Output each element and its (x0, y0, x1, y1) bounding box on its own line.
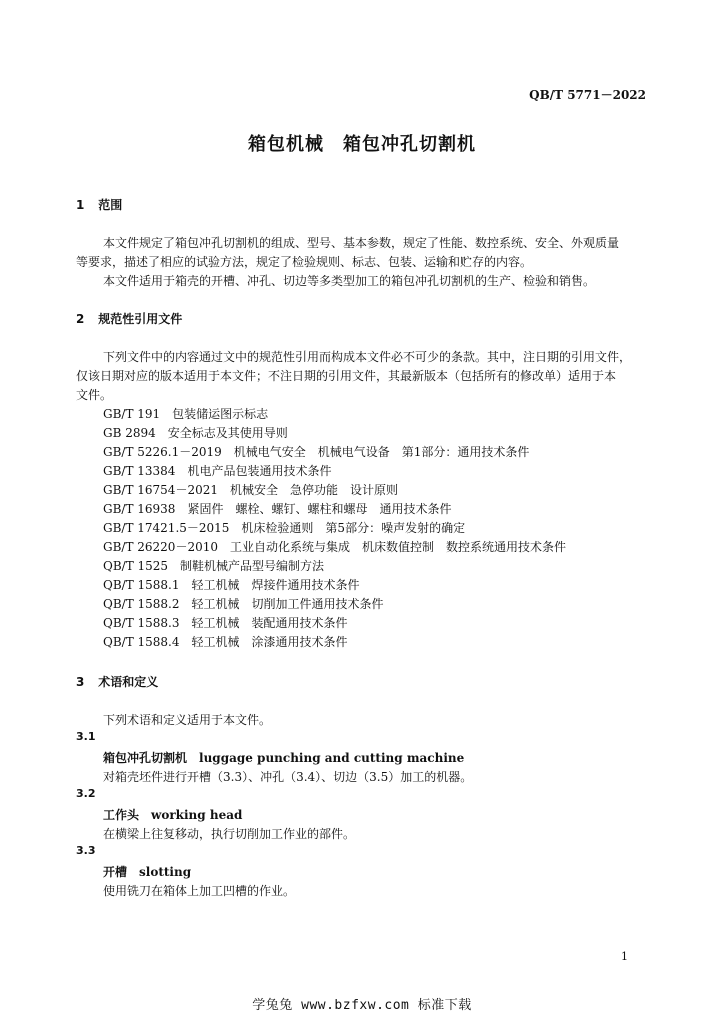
reference-item: GB/T 16938 紧固件 螺栓、螺钉、螺柱和螺母 通用技术条件 (103, 502, 452, 516)
term-number: 3.2 (76, 787, 96, 800)
document-title: 箱包机械 箱包冲孔切割机 (248, 134, 476, 155)
section-title: 范围 (98, 198, 123, 212)
section-number: 2 (76, 312, 85, 326)
term-name-en: slotting (139, 865, 192, 879)
term-name-zh: 工作头 (103, 808, 140, 822)
section-1-heading (76, 196, 122, 213)
section-number: 1 (76, 198, 85, 212)
reference-item: GB/T 17421.5－2015 机床检验通则 第5部分：噪声发射的确定 (103, 521, 466, 535)
term-number: 3.1 (76, 730, 96, 743)
section-number: 3 (76, 675, 85, 689)
reference-item: GB/T 191 包装储运图示标志 (103, 407, 269, 421)
reference-item: GB/T 26220－2010 工业自动化系统与集成 机床数值控制 数控系统通用技术条件 (103, 540, 566, 554)
reference-item: QB/T 1588.3 轻工机械 装配通用技术条件 (103, 616, 348, 630)
section-title: 术语和定义 (98, 675, 159, 689)
reference-item: QB/T 1588.2 轻工机械 切削加工件通用技术条件 (103, 597, 384, 611)
terms-intro: 下列术语和定义适用于本文件。 (103, 713, 272, 727)
normative-intro-line-1: 下列文件中的内容通过文中的规范性引用而构成本文件必不可少的条款。其中，注日期的引用文件， (103, 350, 632, 364)
page-number: 1 (621, 950, 628, 963)
reference-item: GB/T 16754－2021 机械安全 急停功能 设计原则 (103, 483, 398, 497)
scope-paragraph-2: 本文件适用于箱壳的开槽、冲孔、切边等多类型加工的箱包冲孔切割机的生产、检验和销售。 (103, 274, 596, 288)
term-definition: 对箱壳坯件进行开槽（3.3）、冲孔（3.4）、切边（3.5）加工的机器。 (103, 770, 473, 784)
reference-item: GB/T 13384 机电产品包装通用技术条件 (103, 464, 332, 478)
term-name-zh: 开槽 (103, 865, 128, 879)
term-name-en: luggage punching and cutting machine (199, 751, 465, 765)
normative-intro-line-2: 仅该日期对应的版本适用于本文件；不注日期的引用文件，其最新版本（包括所有的修改单）适用于本 (76, 369, 617, 383)
reference-item: QB/T 1525 制鞋机械产品型号编制方法 (103, 559, 325, 573)
section-title: 规范性引用文件 (98, 312, 183, 326)
reference-item: GB/T 5226.1－2019 机械电气安全 机械电气设备 第1部分：通用技术条件 (103, 445, 530, 459)
standard-code: QB/T 5771－2022 (529, 88, 646, 102)
scope-paragraph-1-line-1: 本文件规定了箱包冲孔切割机的组成、型号、基本参数，规定了性能、数控系统、安全、外观质量 (103, 236, 620, 250)
normative-intro-line-3: 文件。 (76, 388, 113, 402)
section-3-heading (76, 673, 158, 690)
scope-paragraph-1-line-2: 等要求，描述了相应的试验方法，规定了检验规则、标志、包装、运输和贮存的内容。 (76, 255, 533, 269)
footer-watermark-text: 学兔兔 www.bzfxw.com 标准下载 (252, 998, 472, 1013)
term-name (103, 863, 191, 880)
term-name (103, 806, 242, 823)
reference-item: GB 2894 安全标志及其使用导则 (103, 426, 288, 440)
reference-item: QB/T 1588.1 轻工机械 焊接件通用技术条件 (103, 578, 360, 592)
term-name (103, 749, 464, 766)
section-2-heading (76, 310, 182, 327)
reference-item: QB/T 1588.4 轻工机械 涂漆通用技术条件 (103, 635, 348, 649)
term-name-en: working head (151, 808, 243, 822)
term-definition: 使用铣刀在箱体上加工凹槽的作业。 (103, 884, 296, 898)
term-number: 3.3 (76, 844, 96, 857)
term-definition: 在横梁上往复移动，执行切削加工作业的部件。 (103, 827, 356, 841)
term-name-zh: 箱包冲孔切割机 (103, 751, 188, 765)
